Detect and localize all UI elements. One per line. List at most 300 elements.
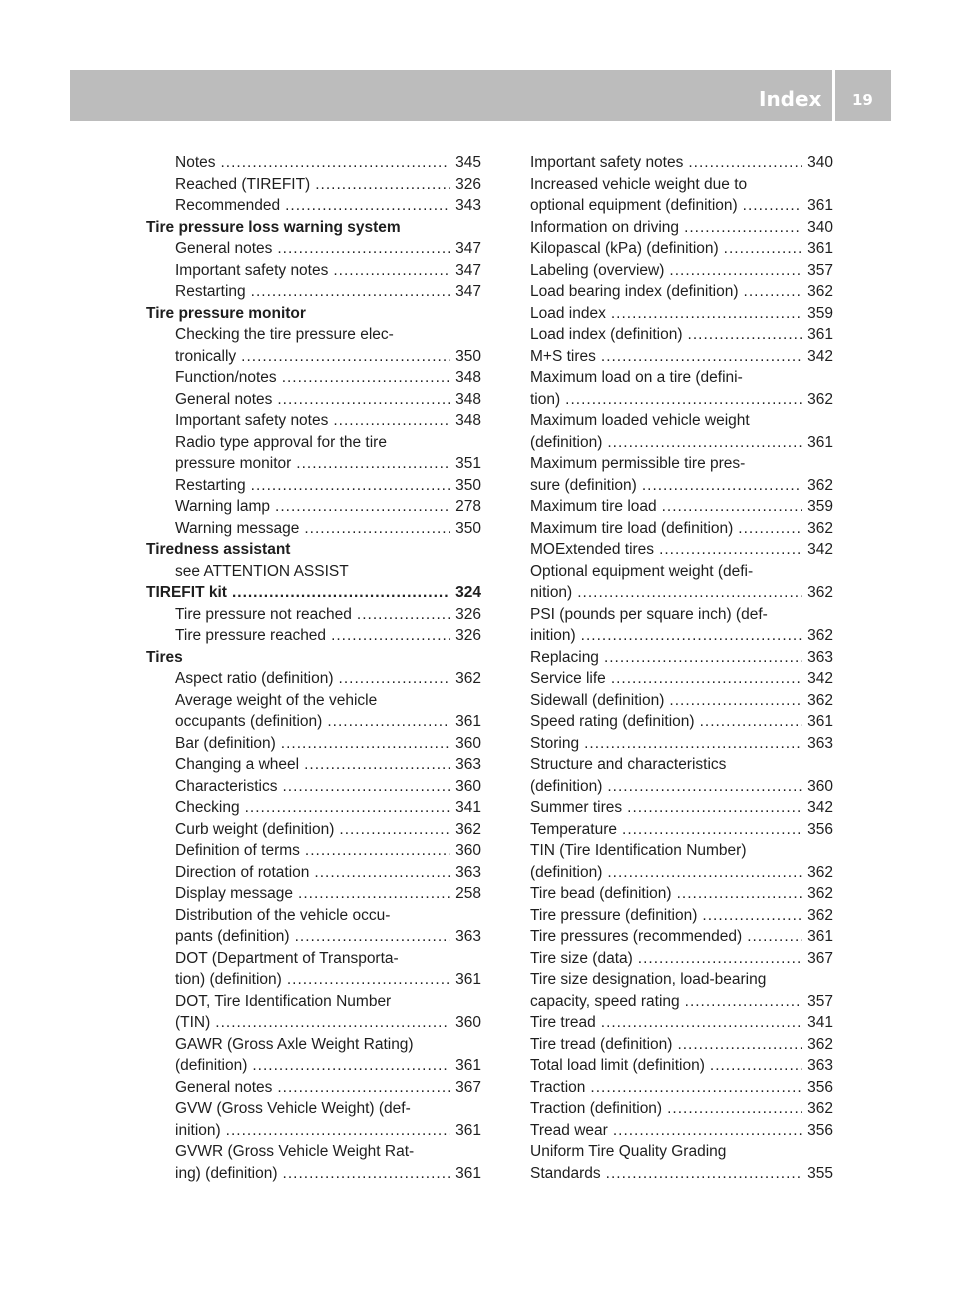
page-number: 19 [852,91,873,109]
index-page-number: 361 [455,1057,481,1074]
index-page-number: 361 [455,1121,481,1139]
index-entry [146,195,481,217]
index-entry-label: Standards [530,1164,601,1182]
index-page-number: 347 [455,240,481,257]
index-entry [146,238,481,260]
index-page-number: 351 [455,455,481,472]
dot-leader [677,883,803,905]
dot-leader [281,733,450,755]
index-page-number: 343 [455,197,481,214]
index-page-number: 361 [807,433,833,451]
index-page-number: 342 [807,799,833,816]
index-page-number: 258 [455,885,481,902]
index-entry [146,948,481,970]
index-page-number: 362 [807,1100,833,1117]
index-page-number: 350 [455,519,481,537]
index-entry-label: Traction (definition) [530,1100,663,1117]
index-entry-label: Average weight of the vehicle [175,691,378,709]
index-entry [530,969,833,991]
index-entry-label: sure (definition) [530,476,637,494]
index-entry-label: Storing [530,734,580,752]
index-page-number: 361 [807,197,833,214]
dot-leader [333,410,450,432]
dot-leader [611,303,802,325]
index-entry [146,625,481,647]
index-page-number: 361 [455,971,481,988]
index-page-number: 326 [455,175,481,193]
dot-leader [295,926,451,948]
dot-leader [287,969,450,991]
dot-leader [669,260,802,282]
dot-leader [607,862,802,884]
index-entry [530,346,833,368]
index-entry-label: Speed rating (definition) [530,713,695,730]
index-entry-label: TIREFIT kit [146,584,227,601]
index-page-number: 360 [455,842,481,859]
index-entry-label: inition) [175,1121,221,1139]
index-entry [530,1141,833,1163]
header-divider [832,70,835,121]
dot-leader [743,195,802,217]
index-entry-label: Maximum tire load (definition) [530,519,734,537]
index-entry [530,1163,833,1185]
index-entry [530,926,833,948]
index-entry [530,475,833,497]
index-column-right [530,152,833,1184]
index-entry-label: Maximum load on a tire (defini- [530,369,743,386]
index-entry [146,1012,481,1034]
dot-leader [622,819,802,841]
index-entry-label: Important safety notes [175,261,329,279]
dot-leader [688,324,803,346]
index-page-number: 363 [455,863,481,881]
index-entry [530,539,833,561]
index-entry [530,1098,833,1120]
index-entry [146,797,481,819]
index-entry-label: Function/notes [175,369,277,386]
index-page-number: 278 [455,498,481,515]
index-entry [146,518,481,540]
index-page-number: 363 [455,756,481,773]
index-page-number: 361 [807,240,833,257]
index-page-number: 362 [455,820,481,838]
index-entry-label: Definition of terms [175,842,300,859]
index-entry-label: pants (definition) [175,928,290,945]
index-entry-label: Aspect ratio (definition) [175,670,334,687]
index-page-number: 362 [455,670,481,687]
dot-leader [604,647,802,669]
dot-leader [339,668,451,690]
index-heading [146,647,481,669]
index-entry-label: (definition) [530,777,603,795]
dot-leader [601,346,802,368]
dot-leader [677,1034,802,1056]
index-entry [530,1034,833,1056]
index-entry-label: Direction of rotation [175,863,310,881]
dot-leader [577,582,802,604]
index-page-number: 348 [455,412,481,429]
index-entry-label: Recommended [175,197,281,214]
index-page-number: 367 [807,949,833,967]
dot-leader [296,453,450,475]
index-entry [530,905,833,927]
index-entry [530,582,833,604]
index-page-number: 350 [455,476,481,494]
index-entry-label: (definition) [530,863,603,881]
dot-leader [700,711,803,733]
index-entry [530,260,833,282]
index-entry-label: Important safety notes [175,412,329,429]
index-entry [146,604,481,626]
index-page-number: 340 [807,218,833,236]
index-entry-label: General notes [175,1078,273,1096]
index-page-number: 340 [807,154,833,171]
dot-leader [607,432,802,454]
index-entry [146,776,481,798]
index-entry [146,1163,481,1185]
index-column-left [146,152,481,1184]
index-entry [146,561,481,583]
index-entry [530,948,833,970]
index-entry-label: (definition) [530,433,603,451]
index-page-number: 348 [455,390,481,408]
index-entry-label: Tire tread (definition) [530,1035,673,1053]
index-entry [146,690,481,712]
index-entry [146,432,481,454]
dot-leader [333,260,450,282]
index-page-number: 360 [455,1014,481,1031]
dot-leader [241,346,450,368]
dot-leader [298,883,450,905]
dot-leader [275,496,450,518]
dot-leader [251,281,450,303]
dot-leader [744,281,803,303]
index-entry [530,561,833,583]
index-entry-label: Information on driving [530,218,680,236]
index-page-number: 362 [807,885,833,902]
index-entry-label: Bar (definition) [175,734,276,752]
index-page-number: 363 [807,734,833,752]
index-entry-label: Restarting [175,476,246,494]
index-entry-label: Curb weight (definition) [175,820,335,838]
index-page-number: 347 [455,261,481,279]
dot-leader [667,1098,802,1120]
index-entry-label: inition) [530,627,576,644]
index-entry [146,1141,481,1163]
dot-leader [327,711,450,733]
dot-leader [724,238,802,260]
index-entry [530,668,833,690]
index-entry-label: GVW (Gross Vehicle Weight) (def- [175,1100,411,1117]
dot-leader [283,776,451,798]
index-entry-label: Warning lamp [175,498,271,515]
dot-leader [305,840,450,862]
index-entry-label: General notes [175,240,273,257]
index-entry [146,281,481,303]
index-entry [530,518,833,540]
dot-leader [642,475,802,497]
index-entry-label: Important safety notes [530,154,684,171]
dot-leader [638,948,802,970]
index-page-number: 342 [807,541,833,558]
dot-leader [285,195,450,217]
index-entry-label: Changing a wheel [175,756,300,773]
dot-leader [314,862,450,884]
index-entry-label: Uniform Tire Quality Grading [530,1143,727,1160]
index-entry [530,625,833,647]
index-entry [530,819,833,841]
index-page-number: 356 [807,1078,833,1096]
index-page-number: 360 [455,777,481,795]
dot-leader [581,625,802,647]
dot-leader [601,1012,802,1034]
dot-leader [277,238,450,260]
index-entry-label: Tiredness assistant [146,541,291,558]
index-entry [146,905,481,927]
index-entry-label: occupants (definition) [175,713,323,730]
index-entry [146,1055,481,1077]
index-entry-label: Tire bead (definition) [530,885,672,902]
index-entry-label: Distribution of the vehicle occu- [175,906,391,924]
index-entry [530,862,833,884]
index-entry [146,840,481,862]
index-entry [146,152,481,174]
dot-leader [283,1163,451,1185]
index-entry [146,367,481,389]
index-entry [530,281,833,303]
index-entry-label: Display message [175,885,294,902]
dot-leader [565,389,802,411]
dot-leader [688,152,802,174]
index-heading [146,582,481,604]
index-entry-label: Reached (TIREFIT) [175,175,311,193]
index-entry-label: GAWR (Gross Axle Weight Rating) [175,1035,414,1053]
dot-leader [277,1077,450,1099]
index-entry-label: Structure and characteristics [530,756,727,773]
dot-leader [590,1077,802,1099]
index-entry [146,754,481,776]
index-entry-label: (TIN) [175,1014,211,1031]
dot-leader [252,1055,450,1077]
index-entry-label: tronically [175,347,237,365]
dot-leader [702,905,802,927]
index-entry-label: MOExtended tires [530,541,655,558]
dot-leader [606,1163,802,1185]
dot-leader [282,367,450,389]
index-entry-label: Tire pressure not reached [175,605,352,623]
index-entry [146,496,481,518]
index-heading [146,539,481,561]
index-page-number: 342 [807,670,833,687]
index-page-number: 362 [807,691,833,709]
index-entry [146,324,481,346]
index-entry [146,453,481,475]
index-entry-label: Total load limit (definition) [530,1057,705,1074]
index-entry [530,776,833,798]
index-page-number: 360 [455,734,481,752]
index-entry-label: Load index [530,304,606,322]
dot-leader [685,991,802,1013]
index-page-number: 363 [455,928,481,945]
index-entry [146,711,481,733]
index-page-number: 362 [807,519,833,537]
dot-leader [331,625,450,647]
index-entry-label: tion) [530,390,561,408]
dot-leader [251,475,450,497]
index-entry-label: (definition) [175,1057,248,1074]
dot-leader [226,1120,450,1142]
index-page-number: 324 [455,584,481,601]
dot-leader [315,174,450,196]
dot-leader [584,733,802,755]
index-page-number: 362 [807,390,833,408]
index-entry [146,1034,481,1056]
index-entry [530,754,833,776]
index-page-number: 362 [807,584,833,601]
index-entry-label: Temperature [530,820,618,838]
index-page-number: 363 [807,648,833,666]
index-entry [146,819,481,841]
index-entry [146,862,481,884]
index-entry-label: Tire pressure loss warning system [146,218,401,236]
index-entry-label: Tire size (data) [530,949,633,967]
index-page-number: 347 [455,283,481,300]
index-entry [146,733,481,755]
index-entry-label: tion) (definition) [175,971,282,988]
index-entry-label: Replacing [530,648,599,666]
index-entry [530,238,833,260]
index-entry-label: nition) [530,584,573,601]
index-entry [530,711,833,733]
index-page-number: 357 [807,992,833,1010]
dot-leader [684,217,802,239]
dot-leader [710,1055,802,1077]
index-entry-label: Maximum tire load [530,498,657,515]
index-entry-label: Tire tread [530,1014,596,1031]
index-entry [146,969,481,991]
index-entry [146,926,481,948]
index-page-number: 361 [807,928,833,945]
index-entry-label: Kilopascal (kPa) (definition) [530,240,719,257]
index-page-number: 362 [807,283,833,300]
index-entry [530,303,833,325]
index-page-number: 362 [807,863,833,881]
index-entry-label: Warning message [175,519,300,537]
index-entry-label: Tread wear [530,1121,608,1139]
index-page-number: 361 [807,713,833,730]
index-entry [530,797,833,819]
index-entry-label: Characteristics [175,777,278,795]
index-entry-label: Maximum permissible tire pres- [530,455,746,472]
index-entry-label: Restarting [175,283,246,300]
index-page-number: 356 [807,820,833,838]
index-entry [146,410,481,432]
index-entry-label: Radio type approval for the tire [175,433,387,451]
dot-leader [215,1012,450,1034]
index-entry-label: Tire pressures (recommended) [530,928,743,945]
index-entry [530,496,833,518]
index-entry-label: Tires [146,648,183,666]
index-entry [530,152,833,174]
index-page-number: 350 [455,347,481,365]
index-entry-label: ing) (definition) [175,1164,278,1182]
index-entry [146,1098,481,1120]
index-entry [530,195,833,217]
index-entry [530,1077,833,1099]
index-page-number: 361 [455,713,481,730]
index-entry [530,1012,833,1034]
index-page-number: 341 [807,1014,833,1031]
index-page-number: 355 [807,1164,833,1182]
index-entry [146,174,481,196]
index-entry [530,1120,833,1142]
index-entry [530,217,833,239]
index-entry-label: Checking the tire pressure elec- [175,326,394,343]
index-entry [146,668,481,690]
dot-leader [245,797,451,819]
dot-leader [738,518,802,540]
dot-leader [662,496,803,518]
index-page-number: 359 [807,498,833,515]
index-entry [146,883,481,905]
index-entry-label: PSI (pounds per square inch) (def- [530,605,768,623]
index-entry-label: Checking [175,799,240,816]
index-entry [530,991,833,1013]
index-entry [530,453,833,475]
index-entry-label: Service life [530,670,606,687]
index-entry [530,883,833,905]
index-page-number: 345 [455,154,481,171]
index-entry-label: M+S tires [530,347,596,365]
index-entry [146,260,481,282]
index-entry [146,1120,481,1142]
index-entry [530,1055,833,1077]
dot-leader [232,582,450,604]
index-entry-label: optional equipment (definition) [530,197,738,214]
index-entry-label: capacity, speed rating [530,992,680,1010]
index-entry-label: Optional equipment weight (defi- [530,562,754,580]
index-entry-label: Notes [175,154,216,171]
index-page-number: 359 [807,304,833,322]
section-title: Index [759,87,822,111]
index-entry [146,1077,481,1099]
dot-leader [669,690,802,712]
index-entry-label: Tire size designation, load-bearing [530,971,767,988]
index-entry-label: Increased vehicle weight due to [530,175,748,193]
index-entry-label: see ATTENTION ASSIST [175,562,349,580]
index-entry [530,367,833,389]
index-entry-label: pressure monitor [175,455,292,472]
index-entry [146,475,481,497]
dot-leader [304,754,450,776]
index-entry-label: Tire pressure monitor [146,304,306,322]
dot-leader [627,797,802,819]
dot-leader [747,926,802,948]
index-entry-label: GVWR (Gross Vehicle Weight Rat- [175,1143,415,1160]
index-page-number: 357 [807,261,833,279]
index-entry-label: Sidewall (definition) [530,691,665,709]
dot-leader [611,668,802,690]
dot-leader [607,776,802,798]
index-entry-label: DOT, Tire Identification Number [175,992,392,1010]
index-entry [530,690,833,712]
index-entry [146,346,481,368]
index-entry-label: General notes [175,390,273,408]
dot-leader [357,604,450,626]
index-page-number: 342 [807,347,833,365]
index-page-number: 360 [807,777,833,795]
index-entry-label: TIN (Tire Identification Number) [530,842,747,859]
